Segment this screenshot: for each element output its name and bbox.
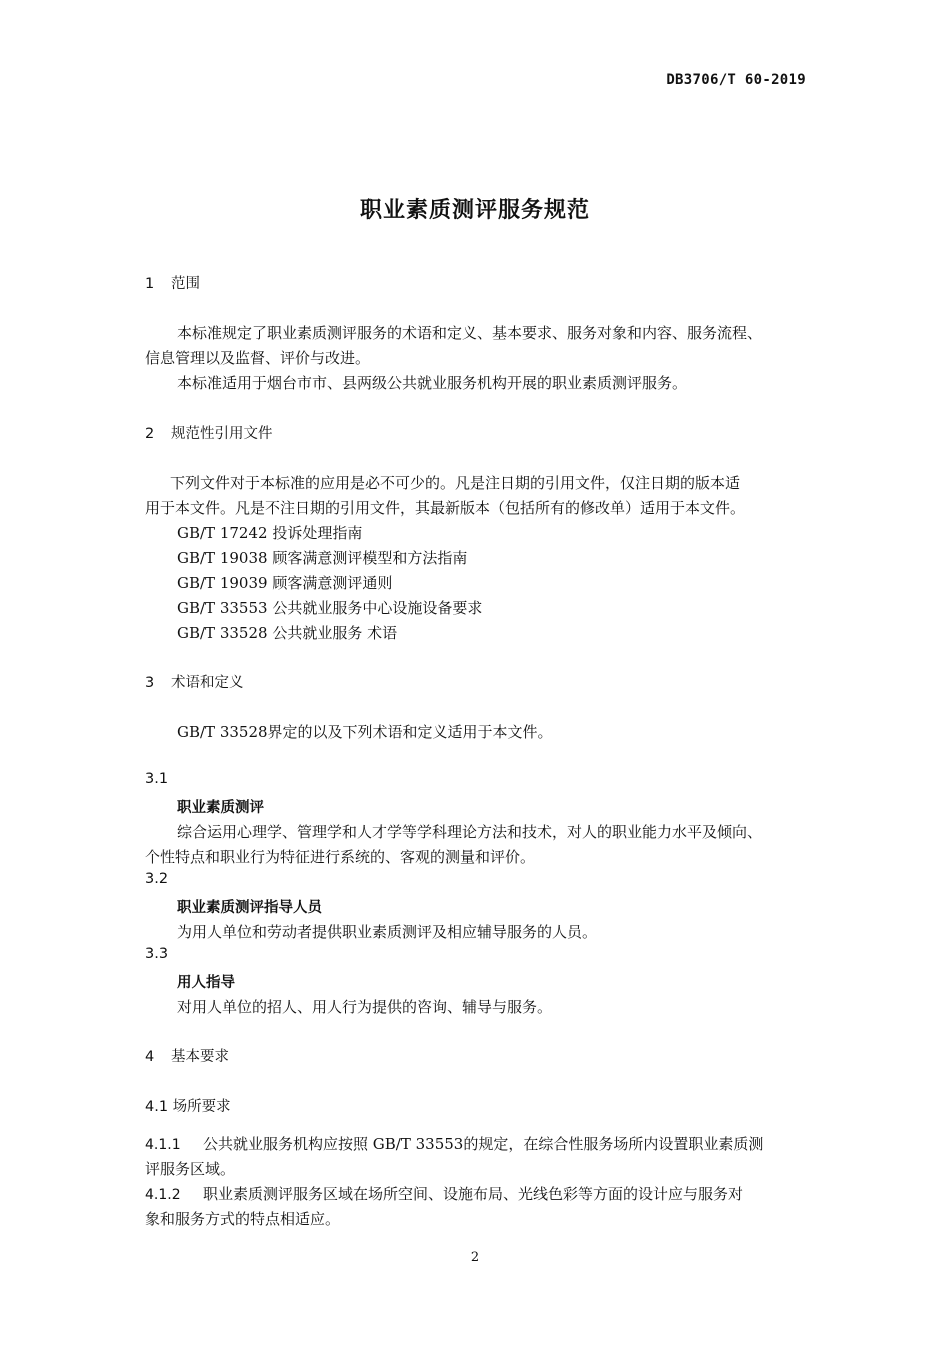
paragraph-line: GB/T 33528界定的以及下列术语和定义适用于本文件。 <box>177 723 553 741</box>
page-number: 2 <box>470 1250 480 1265</box>
clause-text: 职业素质测评服务区域在场所空间、设施布局、光线色彩等方面的设计应与服务对 <box>203 1185 744 1203</box>
subsection-title: 场所要求 <box>172 1099 231 1115</box>
paragraph-line: 本标准规定了职业素质测评服务的术语和定义、基本要求、服务对象和内容、服务流程、 <box>177 324 763 342</box>
subsection-number: 4.1 <box>145 1099 169 1115</box>
term-definition: 综合运用心理学、管理学和人才学等学科理论方法和技术，对人的职业能力水平及倾向、 <box>177 823 763 841</box>
section-title: 规范性引用文件 <box>171 426 273 442</box>
paragraph-line: 信息管理以及监督、评价与改进。 <box>145 349 371 367</box>
clause-number: 4.1.2 <box>145 1187 181 1203</box>
paragraph-line: 本标准适用于烟台市市、县两级公共就业服务机构开展的职业素质测评服务。 <box>177 374 688 392</box>
section-2-heading <box>145 422 273 443</box>
term-definition: 为用人单位和劳动者提供职业素质测评及相应辅导服务的人员。 <box>177 923 598 941</box>
paragraph-line: 用于本文件。凡是不注日期的引用文件，其最新版本（包括所有的修改单）适用于本文件。 <box>145 499 746 517</box>
reference-item: GB/T 17242 投诉处理指南 <box>177 524 363 542</box>
section-1-heading <box>145 272 200 293</box>
reference-item: GB/T 19039 顾客满意测评通则 <box>177 574 393 592</box>
term-number: 3.3 <box>145 946 169 962</box>
paragraph-line: 下列文件对于本标准的应用是必不可少的。凡是注日期的引用文件，仅注日期的版本适 <box>170 474 741 492</box>
term-definition: 个性特点和职业行为特征进行系统的、客观的测量和评价。 <box>145 848 536 866</box>
term-name: 用人指导 <box>177 975 235 991</box>
document-code: DB3706/T 60-2019 <box>666 72 806 88</box>
section-number: 4 <box>145 1049 155 1065</box>
section-4-heading <box>145 1045 229 1066</box>
clause-4-1-2 <box>145 1183 743 1204</box>
clause-number: 4.1.1 <box>145 1137 181 1153</box>
section-title: 范围 <box>171 276 200 292</box>
section-number: 1 <box>145 276 155 292</box>
reference-item: GB/T 19038 顾客满意测评模型和方法指南 <box>177 549 468 567</box>
section-number: 2 <box>145 426 155 442</box>
clause-4-1-1 <box>145 1133 763 1154</box>
section-title: 基本要求 <box>171 1049 229 1065</box>
term-number: 3.1 <box>145 771 169 787</box>
term-name: 职业素质测评指导人员 <box>177 900 322 916</box>
reference-item: GB/T 33528 公共就业服务 术语 <box>177 624 398 642</box>
section-title: 术语和定义 <box>171 675 244 691</box>
clause-text: 公共就业服务机构应按照 GB/T 33553的规定，在综合性服务场所内设置职业素质测 <box>203 1135 764 1153</box>
reference-item: GB/T 33553 公共就业服务中心设施设备要求 <box>177 599 483 617</box>
section-3-heading <box>145 671 244 692</box>
term-number: 3.2 <box>145 871 169 887</box>
term-name: 职业素质测评 <box>177 800 264 816</box>
clause-text: 评服务区域。 <box>145 1160 236 1178</box>
document-title: 职业素质测评服务规范 <box>359 198 590 223</box>
term-definition: 对用人单位的招人、用人行为提供的咨询、辅导与服务。 <box>177 998 553 1016</box>
section-number: 3 <box>145 675 155 691</box>
subsection-4-1-heading <box>145 1095 231 1116</box>
clause-text: 象和服务方式的特点相适应。 <box>145 1210 341 1228</box>
